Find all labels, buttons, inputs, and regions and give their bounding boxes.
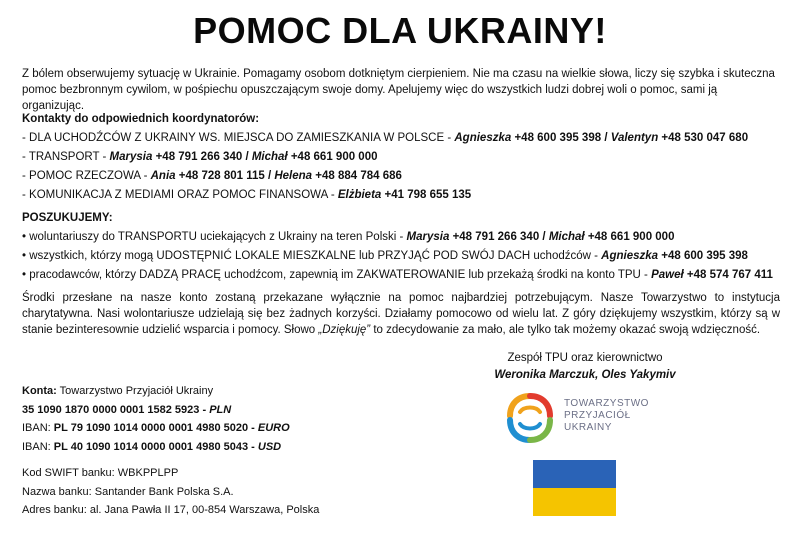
logo-line: TOWARZYSTWO — [564, 398, 649, 409]
search-line-transport — [22, 228, 780, 247]
contact-phone: +48 791 266 340 — [152, 151, 243, 163]
page-title: POMOC DLA UKRAINY! — [193, 10, 607, 51]
closing-quote: „Dziękuję” — [318, 324, 371, 336]
contact-separator: / — [264, 170, 275, 182]
signature-block — [455, 350, 715, 384]
flag-blue-stripe — [533, 460, 616, 488]
contact-separator: / — [601, 132, 611, 144]
contact-phone: +48 661 900 000 — [584, 231, 675, 243]
contacts-header: Kontakty do odpowiednich koordynatorów: — [22, 113, 260, 125]
account-eur: IBAN: PL 79 1090 1014 0000 0001 4980 5020 - EURO — [22, 422, 290, 434]
search-line-housing — [22, 247, 780, 266]
bank-details — [22, 382, 462, 520]
flag-yellow-stripe — [533, 488, 616, 516]
search-label: • wszystkich, którzy mogą UDOSTĘPNIĆ LOKALE MIESZKALNE lub PRZYJĄĆ POD SWÓJ DACH uchodźców - — [22, 250, 602, 262]
contact-phone: +48 728 801 115 — [175, 170, 265, 182]
contacts-section — [22, 110, 780, 205]
contact-separator: / — [539, 231, 549, 243]
contact-name: Ania — [150, 170, 176, 182]
account-owner-label: Konta: — [22, 385, 57, 397]
account-number: PL 79 1090 1014 0000 0001 4980 5020 — [53, 422, 249, 434]
ukraine-flag-image — [533, 460, 616, 516]
contact-name: Marysia — [109, 151, 153, 163]
contact-name: Valentyn — [610, 132, 659, 144]
bank-name: Nazwa banku: Santander Bank Polska S.A. — [22, 485, 234, 498]
contact-phone: +48 661 900 000 — [287, 151, 378, 163]
contact-line-transport — [22, 148, 780, 167]
tpu-logo-icon — [502, 390, 558, 446]
contact-label: - TRANSPORT - — [22, 151, 110, 163]
contact-label: - DLA UCHODŹCÓW Z UKRAINY WS. MIEJSCA DO ZAMIESZKANIA W POLSCE - — [22, 132, 455, 144]
closing-paragraph — [22, 290, 780, 338]
account-currency: USD — [257, 440, 282, 453]
contact-line-media — [22, 186, 780, 205]
account-currency: PLN — [209, 403, 232, 416]
contact-label: - POMOC RZECZOWA - — [22, 170, 151, 182]
search-label: • pracodawców, którzy DADZĄ PRACĘ uchodźcom, zapewnią im ZAKWATEROWANIE lub przekażą środki na konto TPU - — [22, 269, 652, 281]
contact-name: Agnieszka — [601, 250, 659, 262]
account-prefix: IBAN: — [22, 440, 54, 453]
intro-paragraph: Z bólem obserwujemy sytuację w Ukrainie. Pomagamy osobom dotkniętym cierpieniem. Nie ma czasu na wielkie słowa, liczy się szybka i skuteczna pomoc bezbronnym cywilom, w pośpiechu opuszczającym swoje domy. Apelujemy więc do wszystkich ludzi dobrej woli o pomoc, sami ją organizując. — [22, 68, 775, 112]
swift-code: Kod SWIFT banku: WBKPPLPP — [22, 467, 179, 479]
contact-phone: +48 530 047 680 — [658, 132, 749, 144]
contact-phone: +48 574 767 411 — [683, 269, 773, 281]
contact-line-housing — [22, 129, 780, 148]
logo-line: UKRAINY — [564, 422, 612, 433]
account-usd: IBAN: PL 40 1090 1014 0000 0001 4980 5043 - USD — [22, 440, 282, 453]
search-label: • woluntariuszy do TRANSPORTU uciekających z Ukrainy na teren Polski - — [22, 231, 407, 243]
contact-label: - KOMUNIKACJA Z MEDIAMI ORAZ POMOC FINANSOWA - — [22, 189, 338, 201]
contact-phone: +48 884 784 686 — [312, 170, 402, 182]
contact-name: Paweł — [651, 269, 684, 281]
contact-name: Michał — [251, 151, 288, 163]
contact-name: Elżbieta — [337, 189, 382, 201]
tpu-logo-text — [564, 398, 649, 434]
logo-line: PRZYJACIÓŁ — [564, 410, 631, 421]
closing-text-end: to zdecydowanie za mało, ale tylko tak możemy okazać swoją wdzięczność. — [370, 324, 761, 336]
contact-phone: +48 791 266 340 — [449, 231, 540, 243]
search-section — [22, 209, 780, 285]
account-currency: EURO — [257, 422, 290, 434]
account-pln: 35 1090 1870 0000 0001 1582 5923 - PLN — [22, 403, 232, 416]
contact-phone: +41 798 655 135 — [381, 189, 472, 201]
contact-name: Marysia — [406, 231, 450, 243]
account-owner — [22, 382, 462, 401]
contact-name: Agnieszka — [454, 132, 512, 144]
contact-name: Helena — [274, 170, 313, 182]
account-prefix: IBAN: — [22, 422, 54, 434]
signature-team: Zespół TPU oraz kierownictwo — [507, 352, 663, 364]
account-owner-name: Towarzystwo Przyjaciół Ukrainy — [56, 385, 214, 397]
contact-phone: +48 600 395 398 — [511, 132, 602, 144]
contact-name: Michał — [548, 231, 585, 243]
search-line-employers — [22, 266, 780, 285]
contact-separator: / — [242, 151, 252, 163]
tpu-logo — [502, 390, 662, 446]
account-number: PL 40 1090 1014 0000 0001 4980 5043 — [53, 440, 249, 453]
closing-text: Środki przesłane na nasze konto zostaną przekazane wyłącznie na pomoc najbardziej potrzebującym. Nasze Towarzystwo to instytucja charytatywna. Nasi wolontariusze udzielają się bez żadnych korzyści. Działamy pomocowo od wielu lat. Z góry dziękujemy wszystkim, którzy są w stanie bezinteresownie udzielić wsparcia i pomocy. Słowo — [22, 292, 780, 336]
contact-line-material-aid — [22, 167, 780, 186]
account-number: 35 1090 1870 0000 0001 1582 5923 — [22, 403, 200, 416]
search-header: POSZUKUJEMY: — [22, 212, 113, 224]
signature-names: Weronika Marczuk, Oles Yakymiv — [494, 369, 676, 381]
bank-address: Adres banku: al. Jana Pawła II 17, 00-854 Warszawa, Polska — [22, 504, 320, 516]
contact-phone: +48 600 395 398 — [658, 250, 748, 262]
